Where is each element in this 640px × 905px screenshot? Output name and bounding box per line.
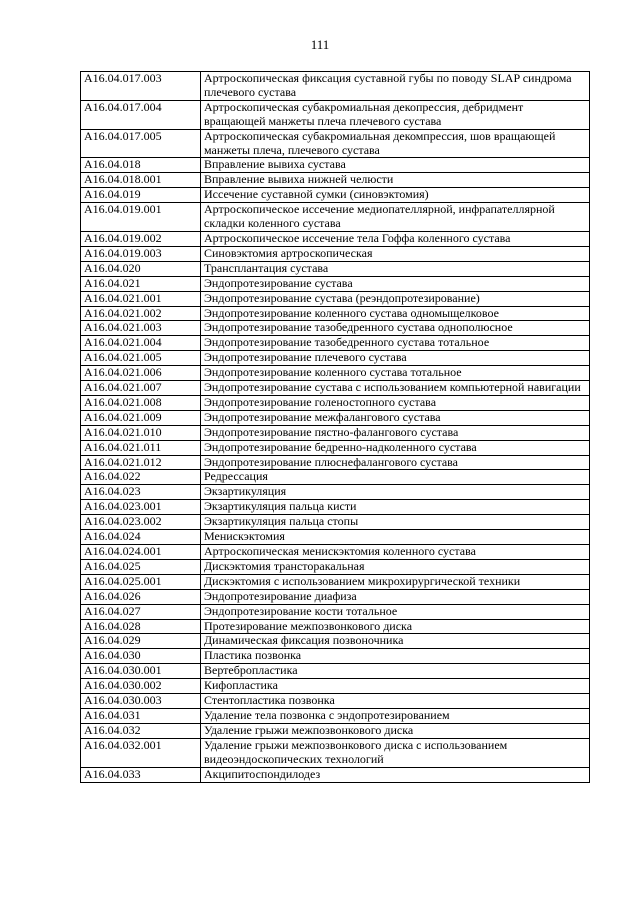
procedure-code-cell: A16.04.021.008: [81, 395, 201, 410]
procedure-code-cell: A16.04.030: [81, 649, 201, 664]
procedure-name-cell: Эндопротезирование кости тотальное: [201, 604, 590, 619]
procedure-code-cell: A16.04.021: [81, 276, 201, 291]
procedure-name-cell: Трансплантация сустава: [201, 261, 590, 276]
procedure-name-cell: Акципитоспондилодез: [201, 767, 590, 782]
procedure-name-cell: Эндопротезирование межфалангового сустава: [201, 410, 590, 425]
procedure-code-cell: A16.04.027: [81, 604, 201, 619]
procedure-code-cell: A16.04.021.011: [81, 440, 201, 455]
table-row: [81, 694, 590, 709]
procedure-name-cell: Вправление вывиха сустава: [201, 158, 590, 173]
procedure-code-cell: A16.04.031: [81, 708, 201, 723]
procedure-code-cell: A16.04.025.001: [81, 574, 201, 589]
procedure-name-cell: Эндопротезирование тазобедренного сустава однополюсное: [201, 321, 590, 336]
procedure-name-cell: Эндопротезирование голеностопного сустава: [201, 395, 590, 410]
table-row: [81, 306, 590, 321]
procedure-code-cell: A16.04.030.001: [81, 664, 201, 679]
procedure-code-cell: A16.04.033: [81, 767, 201, 782]
procedure-name-cell: Кифопластика: [201, 679, 590, 694]
procedure-name-cell: Эндопротезирование пястно-фалангового сустава: [201, 425, 590, 440]
procedure-name-cell: Экзартикуляция пальца кисти: [201, 500, 590, 515]
procedure-name-cell: Артроскопическая менискэктомия коленного сустава: [201, 545, 590, 560]
table-row: [81, 366, 590, 381]
procedure-code-cell: A16.04.023.002: [81, 515, 201, 530]
procedure-name-cell: Артроскопическое иссечение медиопателлярной, инфрапателлярной складки коленного сустава: [201, 203, 590, 232]
procedure-name-cell: Менискэктомия: [201, 530, 590, 545]
procedure-name-cell: Экзартикуляция пальца стопы: [201, 515, 590, 530]
table-row: [81, 708, 590, 723]
table-row: [81, 470, 590, 485]
table-row: [81, 767, 590, 782]
procedure-name-cell: Эндопротезирование сустава с использованием компьютерной навигации: [201, 381, 590, 396]
procedure-code-cell: A16.04.030.002: [81, 679, 201, 694]
procedure-name-cell: Дискэктомия трансторакальная: [201, 559, 590, 574]
procedure-name-cell: Артроскопическая фиксация суставной губы по поводу SLAP синдрома плечевого сустава: [201, 72, 590, 101]
table-row: [81, 395, 590, 410]
table-row: [81, 634, 590, 649]
procedure-code-cell: A16.04.022: [81, 470, 201, 485]
procedure-name-cell: Экзартикуляция: [201, 485, 590, 500]
procedure-name-cell: Эндопротезирование диафиза: [201, 589, 590, 604]
procedure-code-cell: A16.04.019.002: [81, 231, 201, 246]
page-number: 111: [310, 37, 330, 52]
table-row: [81, 738, 590, 767]
table-row: [81, 649, 590, 664]
procedure-code-cell: A16.04.021.007: [81, 381, 201, 396]
table-row: [81, 100, 590, 129]
procedure-code-cell: A16.04.021.003: [81, 321, 201, 336]
procedure-code-cell: A16.04.018.001: [81, 173, 201, 188]
table-row: [81, 276, 590, 291]
table-row: [81, 425, 590, 440]
table-row: [81, 545, 590, 560]
table-row: [81, 261, 590, 276]
procedure-code-cell: A16.04.020: [81, 261, 201, 276]
procedure-code-cell: A16.04.021.010: [81, 425, 201, 440]
procedure-code-cell: A16.04.029: [81, 634, 201, 649]
procedure-code-cell: A16.04.028: [81, 619, 201, 634]
procedure-code-cell: A16.04.032.001: [81, 738, 201, 767]
procedure-name-cell: Удаление тела позвонка с эндопротезированием: [201, 708, 590, 723]
procedure-code-cell: A16.04.019.001: [81, 203, 201, 232]
procedure-code-cell: A16.04.021.002: [81, 306, 201, 321]
procedure-name-cell: Иссечение суставной сумки (синовэктомия): [201, 188, 590, 203]
procedure-code-cell: A16.04.021.005: [81, 351, 201, 366]
table-row: [81, 188, 590, 203]
procedure-code-cell: A16.04.032: [81, 723, 201, 738]
procedure-name-cell: Артроскопическая субакромиальная декопрессия, дебридмент вращающей манжеты плеча плечевого сустава: [201, 100, 590, 129]
procedure-name-cell: Артроскопическое иссечение тела Гоффа коленного сустава: [201, 231, 590, 246]
procedure-name-cell: Пластика позвонка: [201, 649, 590, 664]
table-row: [81, 723, 590, 738]
table-row: [81, 515, 590, 530]
procedure-code-cell: A16.04.019: [81, 188, 201, 203]
procedure-name-cell: Эндопротезирование сустава: [201, 276, 590, 291]
table-row: [81, 381, 590, 396]
procedure-code-cell: A16.04.019.003: [81, 246, 201, 261]
procedure-code-cell: A16.04.025: [81, 559, 201, 574]
procedure-name-cell: Динамическая фиксация позвоночника: [201, 634, 590, 649]
procedure-code-table: [80, 71, 590, 783]
procedure-code-cell: A16.04.021.004: [81, 336, 201, 351]
table-row: [81, 604, 590, 619]
procedure-code-cell: A16.04.026: [81, 589, 201, 604]
procedure-code-cell: A16.04.024.001: [81, 545, 201, 560]
procedure-name-cell: Редрессация: [201, 470, 590, 485]
procedure-name-cell: Эндопротезирование коленного сустава одномыщелковое: [201, 306, 590, 321]
procedure-code-cell: A16.04.021.001: [81, 291, 201, 306]
table-row: [81, 158, 590, 173]
table-row: [81, 336, 590, 351]
table-row: [81, 559, 590, 574]
procedure-name-cell: Эндопротезирование плечевого сустава: [201, 351, 590, 366]
table-row: [81, 291, 590, 306]
table-row: [81, 351, 590, 366]
procedure-name-cell: Эндопротезирование коленного сустава тотальное: [201, 366, 590, 381]
table-row: [81, 589, 590, 604]
procedure-code-cell: A16.04.023.001: [81, 500, 201, 515]
procedure-code-cell: A16.04.017.003: [81, 72, 201, 101]
table-row: [81, 455, 590, 470]
procedure-name-cell: Стентопластика позвонка: [201, 694, 590, 709]
procedure-name-cell: Эндопротезирование плюснефалангового сустава: [201, 455, 590, 470]
procedure-code-cell: A16.04.021.012: [81, 455, 201, 470]
procedure-code-cell: A16.04.017.005: [81, 129, 201, 158]
table-row: [81, 203, 590, 232]
procedure-name-cell: Эндопротезирование бедренно-надколенного сустава: [201, 440, 590, 455]
procedure-code-cell: A16.04.017.004: [81, 100, 201, 129]
procedure-code-cell: A16.04.030.003: [81, 694, 201, 709]
table-row: [81, 231, 590, 246]
procedure-code-cell: A16.04.021.009: [81, 410, 201, 425]
table-row: [81, 410, 590, 425]
table-row: [81, 72, 590, 101]
procedure-code-cell: A16.04.021.006: [81, 366, 201, 381]
procedure-code-cell: A16.04.024: [81, 530, 201, 545]
procedure-name-cell: Удаление грыжи межпозвонкового диска с использованием видеоэндоскопических технологий: [201, 738, 590, 767]
procedure-name-cell: Синовэктомия артроскопическая: [201, 246, 590, 261]
table-row: [81, 173, 590, 188]
table-row: [81, 500, 590, 515]
table-row: [81, 485, 590, 500]
procedure-code-cell: A16.04.023: [81, 485, 201, 500]
table-row: [81, 440, 590, 455]
procedure-code-cell: A16.04.018: [81, 158, 201, 173]
procedure-name-cell: Артроскопическая субакромиальная декомпрессия, шов вращающей манжеты плеча, плечевого сустава: [201, 129, 590, 158]
procedure-name-cell: Удаление грыжи межпозвонкового диска: [201, 723, 590, 738]
table-row: [81, 679, 590, 694]
table-body: [81, 72, 590, 783]
procedure-name-cell: Протезирование межпозвонкового диска: [201, 619, 590, 634]
table-row: [81, 321, 590, 336]
procedure-name-cell: Вправление вывиха нижней челюсти: [201, 173, 590, 188]
procedure-name-cell: Эндопротезирование тазобедренного сустава тотальное: [201, 336, 590, 351]
table-row: [81, 574, 590, 589]
procedure-name-cell: Дискэктомия с использованием микрохирургической техники: [201, 574, 590, 589]
table-row: [81, 246, 590, 261]
procedure-name-cell: Вертебропластика: [201, 664, 590, 679]
table-row: [81, 664, 590, 679]
table-row: [81, 129, 590, 158]
table-row: [81, 530, 590, 545]
table-row: [81, 619, 590, 634]
procedure-name-cell: Эндопротезирование сустава (реэндопротезирование): [201, 291, 590, 306]
